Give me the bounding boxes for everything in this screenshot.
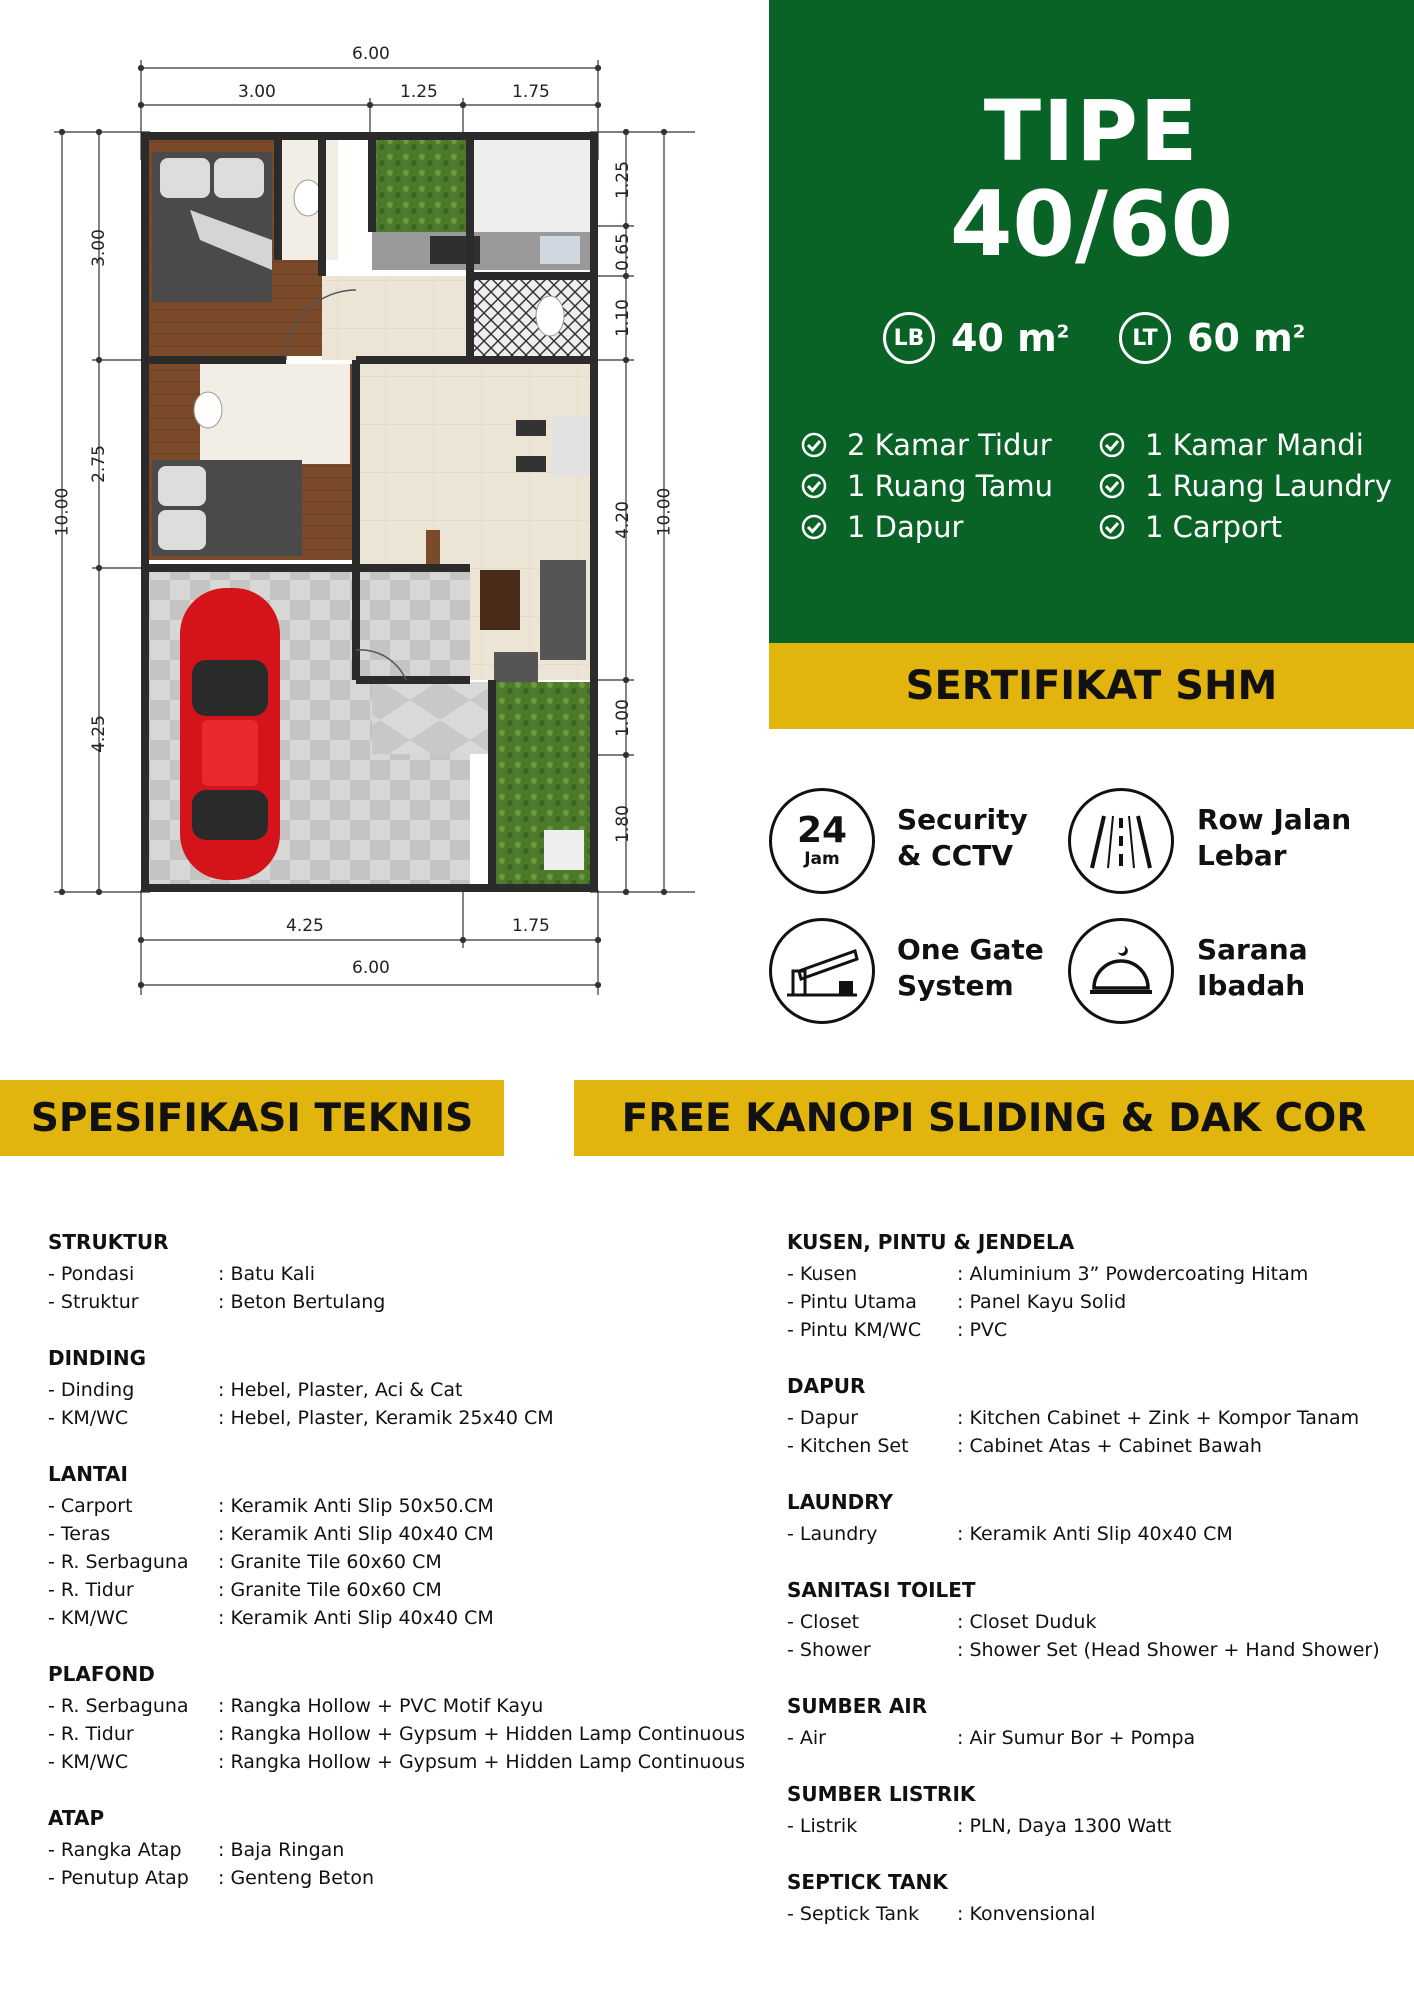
spec-row xyxy=(787,1900,1380,1928)
spec-value: : Hebel, Plaster, Aci & Cat xyxy=(218,1379,463,1401)
spec-row xyxy=(48,1864,745,1892)
spec-group xyxy=(787,1488,1380,1548)
spec-label: - Pintu KM/WC xyxy=(787,1319,922,1341)
spec-label: - Air xyxy=(787,1727,826,1749)
spec-value: : Aluminium 3” Powdercoating Hitam xyxy=(957,1263,1309,1285)
dim-bottom-total: 6.00 xyxy=(352,958,390,978)
spec-value: : Hebel, Plaster, Keramik 25x40 CM xyxy=(218,1407,554,1429)
spec-label: - Kusen xyxy=(787,1263,858,1285)
spec-group-title: STRUKTUR xyxy=(48,1230,169,1254)
spec-row xyxy=(787,1724,1380,1752)
spec-row xyxy=(787,1316,1380,1344)
spec-row xyxy=(787,1608,1380,1636)
promo-bar: FREE KANOPI SLIDING & DAK COR xyxy=(574,1080,1414,1156)
spec-value: : Genteng Beton xyxy=(218,1867,375,1889)
spec-group xyxy=(787,1576,1380,1664)
spec-value: : PLN, Daya 1300 Watt xyxy=(957,1815,1172,1837)
spec-group xyxy=(787,1228,1380,1344)
dim-bottom-seg-2: 1.75 xyxy=(512,916,550,936)
spec-group xyxy=(787,1868,1380,1928)
dim-right-seg-1: 1.25 xyxy=(612,161,633,199)
dim-left-seg-1: 3.00 xyxy=(88,229,109,267)
spec-group-title: SANITASI TOILET xyxy=(787,1578,976,1602)
lt-badge: LT xyxy=(1119,312,1171,364)
gate-barrier-icon xyxy=(769,918,875,1024)
spec-value: : Konvensional xyxy=(957,1903,1096,1925)
spec-group-title: SUMBER LISTRIK xyxy=(787,1782,976,1806)
spec-group-title: KUSEN, PINTU & JENDELA xyxy=(787,1230,1075,1254)
spec-value: : Rangka Hollow + Gypsum + Hidden Lamp Continuous xyxy=(218,1751,746,1773)
spec-label: - Septick Tank xyxy=(787,1903,920,1925)
spec-label: - Penutup Atap xyxy=(48,1867,189,1889)
spec-value: : Cabinet Atas + Cabinet Bawah xyxy=(957,1435,1262,1457)
spec-group xyxy=(48,1804,745,1892)
spec-label: - Rangka Atap xyxy=(48,1839,182,1861)
check-circle-icon xyxy=(1099,432,1125,458)
spec-row xyxy=(787,1288,1380,1316)
dim-left-seg-3: 4.25 xyxy=(88,715,109,753)
spec-group xyxy=(48,1660,745,1776)
spec-row xyxy=(48,1548,745,1576)
spec-value: : Closet Duduk xyxy=(957,1611,1097,1633)
dim-right-seg-3: 1.10 xyxy=(612,299,633,337)
spec-title-bar: SPESIFIKASI TEKNIS xyxy=(0,1080,504,1156)
dim-right-seg-5: 1.00 xyxy=(612,699,633,737)
feature-item: 1 Dapur xyxy=(801,510,963,544)
spec-value: : Keramik Anti Slip 40x40 CM xyxy=(218,1607,494,1629)
dim-right-seg-4: 4.20 xyxy=(612,501,633,539)
lb-value: 40 $m^2$ xyxy=(951,316,1070,360)
spec-label: - Pintu Utama xyxy=(787,1291,917,1313)
spec-row xyxy=(48,1260,745,1288)
spec-row xyxy=(48,1520,745,1548)
spec-label: - R. Tidur xyxy=(48,1579,134,1601)
dim-right-total: 10.00 xyxy=(654,487,675,537)
spec-label: - KM/WC xyxy=(48,1407,129,1429)
road-icon xyxy=(1068,788,1174,894)
spec-label: - KM/WC xyxy=(48,1607,129,1629)
dim-top-seg-1: 3.00 xyxy=(238,82,276,102)
dim-top-total: 6.00 xyxy=(352,44,390,64)
spec-group-title: DINDING xyxy=(48,1346,146,1370)
specs-left-column xyxy=(48,1228,745,1920)
dim-top-seg-3: 1.75 xyxy=(512,82,550,102)
spec-label: - Pondasi xyxy=(48,1263,135,1285)
feature-item: 2 Kamar Tidur xyxy=(801,428,1052,462)
spec-label: - Kitchen Set xyxy=(787,1435,909,1457)
spec-value: : PVC xyxy=(957,1319,1008,1341)
spec-group xyxy=(787,1372,1380,1460)
specs-right-column xyxy=(787,1228,1380,1956)
spec-value: : Panel Kayu Solid xyxy=(957,1291,1127,1313)
amenity-road: Row Jalan Lebar xyxy=(1197,803,1352,872)
spec-value: : Baja Ringan xyxy=(218,1839,345,1861)
feature-item: 1 Ruang Laundry xyxy=(1099,469,1392,503)
type-title: TIPE xyxy=(983,82,1200,180)
spec-value: : Keramik Anti Slip 40x40 CM xyxy=(957,1523,1233,1545)
spec-value: : Shower Set (Head Shower + Hand Shower) xyxy=(957,1639,1380,1661)
type-header-panel xyxy=(769,0,1414,643)
spec-row xyxy=(48,1376,745,1404)
dim-left-seg-2: 2.75 xyxy=(88,445,109,483)
check-circle-icon xyxy=(801,432,827,458)
amenity-security: Security & CCTV xyxy=(897,803,1028,872)
spec-value: : Rangka Hollow + PVC Motif Kayu xyxy=(218,1695,544,1717)
feature-item: 1 Kamar Mandi xyxy=(1099,428,1364,462)
spec-label: - Listrik xyxy=(787,1815,858,1837)
spec-label: - KM/WC xyxy=(48,1751,129,1773)
lt-value: 60 $m^2$ xyxy=(1187,316,1306,360)
feature-item: 1 Carport xyxy=(1099,510,1282,544)
spec-group xyxy=(48,1228,745,1316)
spec-group xyxy=(787,1692,1380,1752)
building-area xyxy=(883,312,1069,364)
spec-group-title: ATAP xyxy=(48,1806,105,1830)
spec-group xyxy=(48,1344,745,1432)
spec-group-title: DAPUR xyxy=(787,1374,866,1398)
amenity-worship: Sarana Ibadah xyxy=(1197,933,1308,1002)
spec-label: - Struktur xyxy=(48,1291,139,1313)
lb-badge: LB xyxy=(883,312,935,364)
floor-plan xyxy=(50,40,710,1000)
spec-row xyxy=(48,1576,745,1604)
spec-row xyxy=(787,1520,1380,1548)
check-circle-icon xyxy=(801,514,827,540)
feature-item: 1 Ruang Tamu xyxy=(801,469,1053,503)
spec-row xyxy=(787,1812,1380,1840)
spec-label: - R. Tidur xyxy=(48,1723,134,1745)
certificate-banner: SERTIFIKAT SHM xyxy=(769,643,1414,729)
floor-plan-drawing xyxy=(50,40,710,1000)
mosque-dome-icon xyxy=(1068,918,1174,1024)
dim-right-seg-6: 1.80 xyxy=(612,805,633,843)
spec-group-title: SUMBER AIR xyxy=(787,1694,928,1718)
check-circle-icon xyxy=(1099,473,1125,499)
spec-row xyxy=(48,1492,745,1520)
land-area xyxy=(1119,312,1305,364)
spec-value: : Rangka Hollow + Gypsum + Hidden Lamp Continuous xyxy=(218,1723,746,1745)
spec-value: : Keramik Anti Slip 40x40 CM xyxy=(218,1523,494,1545)
spec-row xyxy=(48,1604,745,1632)
dim-right-seg-2: 0.65 xyxy=(612,233,633,271)
spec-row xyxy=(48,1288,745,1316)
spec-group-title: LAUNDRY xyxy=(787,1490,893,1514)
spec-label: - R. Serbaguna xyxy=(48,1551,189,1573)
amenity-gate: One Gate System xyxy=(897,933,1044,1002)
check-circle-icon xyxy=(1099,514,1125,540)
spec-group-title: SEPTICK TANK xyxy=(787,1870,948,1894)
dim-top-seg-2: 1.25 xyxy=(400,82,438,102)
spec-row xyxy=(787,1260,1380,1288)
spec-row xyxy=(48,1720,745,1748)
spec-value: : Kitchen Cabinet + Zink + Kompor Tanam xyxy=(957,1407,1360,1429)
spec-group-title: LANTAI xyxy=(48,1462,128,1486)
spec-label: - Teras xyxy=(48,1523,111,1545)
spec-row xyxy=(48,1404,745,1432)
spec-group xyxy=(787,1780,1380,1840)
spec-label: - Closet xyxy=(787,1611,860,1633)
dim-bottom-seg-1: 4.25 xyxy=(286,916,324,936)
spec-value: : Granite Tile 60x60 CM xyxy=(218,1551,442,1573)
spec-value: : Beton Bertulang xyxy=(218,1291,386,1313)
spec-label: - R. Serbaguna xyxy=(48,1695,189,1717)
spec-row xyxy=(48,1748,745,1776)
check-circle-icon xyxy=(801,473,827,499)
spec-value: : Batu Kali xyxy=(218,1263,315,1285)
spec-label: - Laundry xyxy=(787,1523,878,1545)
spec-label: - Dapur xyxy=(787,1407,859,1429)
clock-24-icon: 24 Jam xyxy=(769,788,875,894)
spec-row xyxy=(787,1404,1380,1432)
type-code: 40/60 xyxy=(949,172,1234,277)
spec-value: : Granite Tile 60x60 CM xyxy=(218,1579,442,1601)
spec-value: : Keramik Anti Slip 50x50.CM xyxy=(218,1495,494,1517)
dim-left-total: 10.00 xyxy=(52,487,73,537)
spec-label: - Dinding xyxy=(48,1379,135,1401)
spec-value: : Air Sumur Bor + Pompa xyxy=(957,1727,1196,1749)
spec-row xyxy=(48,1692,745,1720)
spec-label: - Carport xyxy=(48,1495,133,1517)
spec-label: - Shower xyxy=(787,1639,871,1661)
spec-row xyxy=(48,1836,745,1864)
spec-group-title: PLAFOND xyxy=(48,1662,155,1686)
spec-row xyxy=(787,1432,1380,1460)
spec-group xyxy=(48,1460,745,1632)
spec-row xyxy=(787,1636,1380,1664)
